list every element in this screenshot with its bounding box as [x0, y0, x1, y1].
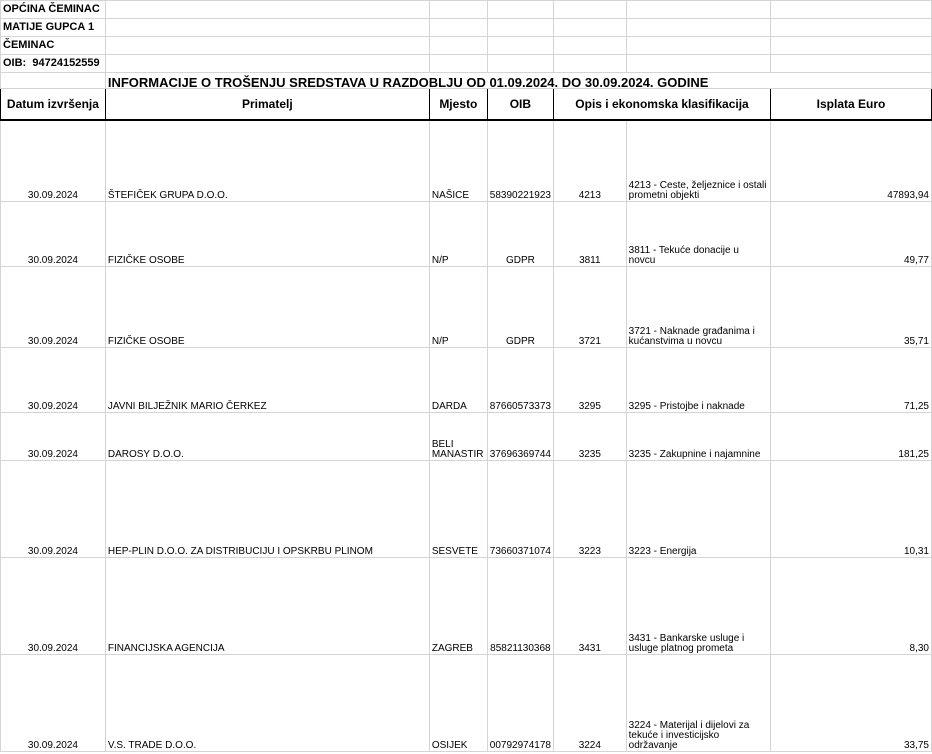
- cell-code[interactable]: 3721: [553, 266, 626, 347]
- cell-description[interactable]: 3811 - Tekuće donacije u novcu: [626, 201, 770, 266]
- cell-amount[interactable]: 8,30: [771, 557, 932, 654]
- cell-code[interactable]: 4213: [553, 120, 626, 201]
- cell-amount[interactable]: 33,75: [771, 654, 932, 751]
- cell-oib[interactable]: 87660573373: [487, 347, 553, 412]
- cell-date[interactable]: 30.09.2024: [1, 201, 106, 266]
- cell-code[interactable]: 3811: [553, 201, 626, 266]
- cell-date[interactable]: 30.09.2024: [1, 266, 106, 347]
- header-date[interactable]: Datum izvršenja: [1, 89, 106, 121]
- cell-recipient[interactable]: DAROSY D.O.O.: [105, 412, 429, 460]
- cell-amount[interactable]: 10,31: [771, 460, 932, 557]
- org-name[interactable]: OPĆINA ČEMINAC: [1, 1, 106, 19]
- cell-place[interactable]: NAŠICE: [429, 120, 487, 201]
- cell-description[interactable]: 3431 - Bankarske usluge i usluge platnog prometa: [626, 557, 770, 654]
- table-row: [1, 120, 932, 201]
- cell-oib[interactable]: GDPR: [487, 201, 553, 266]
- header-amount[interactable]: Isplata Euro: [771, 89, 932, 121]
- header-description[interactable]: Opis i ekonomska klasifikacija: [553, 89, 770, 121]
- cell-recipient[interactable]: FIZIČKE OSOBE: [105, 201, 429, 266]
- header-oib[interactable]: OIB: [487, 89, 553, 121]
- cell-date[interactable]: 30.09.2024: [1, 120, 106, 201]
- cell-place[interactable]: OSIJEK: [429, 654, 487, 751]
- cell-oib[interactable]: 73660371074: [487, 460, 553, 557]
- cell-place[interactable]: N/P: [429, 201, 487, 266]
- cell-code[interactable]: 3223: [553, 460, 626, 557]
- cell-date[interactable]: 30.09.2024: [1, 460, 106, 557]
- org-city[interactable]: ČEMINAC: [1, 37, 106, 55]
- cell-place[interactable]: BELI MANASTIR: [429, 412, 487, 460]
- org-oib-label: OIB:: [3, 57, 27, 69]
- cell-recipient[interactable]: HEP-PLIN D.O.O. ZA DISTRIBUCIJU I OPSKRBU PLINOM: [105, 460, 429, 557]
- cell-description[interactable]: 3235 - Zakupnine i najamnine: [626, 412, 770, 460]
- table-row: [1, 412, 932, 460]
- cell-recipient[interactable]: V.S. TRADE D.O.O.: [105, 654, 429, 751]
- cell-description[interactable]: 4213 - Ceste, željeznice i ostali prometni objekti: [626, 120, 770, 201]
- cell-code[interactable]: 3224: [553, 654, 626, 751]
- org-street[interactable]: MATIJE GUPCA 1: [1, 19, 106, 37]
- cell-amount[interactable]: 49,77: [771, 201, 932, 266]
- header-recipient[interactable]: Primatelj: [105, 89, 429, 121]
- cell-date[interactable]: 30.09.2024: [1, 412, 106, 460]
- cell-amount[interactable]: 47893,94: [771, 120, 932, 201]
- cell-description[interactable]: 3721 - Naknade građanima i kućanstvima u novcu: [626, 266, 770, 347]
- page-title[interactable]: INFORMACIJE O TROŠENJU SREDSTAVA U RAZDOBLJU OD 01.09.2024. DO 30.09.2024. GODINE: [105, 73, 931, 89]
- org-oib: 94724152559: [32, 57, 100, 69]
- table-row: [1, 201, 932, 266]
- cell-recipient[interactable]: FIZIČKE OSOBE: [105, 266, 429, 347]
- cell-recipient[interactable]: ŠTEFIČEK GRUPA D.O.O.: [105, 120, 429, 201]
- cell-recipient[interactable]: FINANCIJSKA AGENCIJA: [105, 557, 429, 654]
- cell-oib[interactable]: 37696369744: [487, 412, 553, 460]
- table-row: [1, 654, 932, 751]
- org-oib-cell[interactable]: [1, 55, 106, 73]
- cell-place[interactable]: DARDA: [429, 347, 487, 412]
- cell-place[interactable]: ZAGREB: [429, 557, 487, 654]
- cell-date[interactable]: 30.09.2024: [1, 347, 106, 412]
- cell-code[interactable]: 3235: [553, 412, 626, 460]
- cell-code[interactable]: 3431: [553, 557, 626, 654]
- cell-oib[interactable]: 00792974178: [487, 654, 553, 751]
- cell-recipient[interactable]: JAVNI BILJEŽNIK MARIO ČERKEZ: [105, 347, 429, 412]
- cell-place[interactable]: N/P: [429, 266, 487, 347]
- table-row: [1, 460, 932, 557]
- cell-amount[interactable]: 35,71: [771, 266, 932, 347]
- cell-description[interactable]: 3223 - Energija: [626, 460, 770, 557]
- cell-oib[interactable]: 58390221923: [487, 120, 553, 201]
- cell-date[interactable]: 30.09.2024: [1, 557, 106, 654]
- cell-amount[interactable]: 71,25: [771, 347, 932, 412]
- table-row: [1, 266, 932, 347]
- cell-oib[interactable]: GDPR: [487, 266, 553, 347]
- cell-date[interactable]: 30.09.2024: [1, 654, 106, 751]
- table-row: [1, 557, 932, 654]
- cell-place[interactable]: SESVETE: [429, 460, 487, 557]
- cell-amount[interactable]: 181,25: [771, 412, 932, 460]
- cell-description[interactable]: 3224 - Materijal i dijelovi za tekuće i investicijsko održavanje: [626, 654, 770, 751]
- cell-description[interactable]: 3295 - Pristojbe i naknade: [626, 347, 770, 412]
- header-place[interactable]: Mjesto: [429, 89, 487, 121]
- table-row: [1, 347, 932, 412]
- cell-code[interactable]: 3295: [553, 347, 626, 412]
- cell-oib[interactable]: 85821130368: [487, 557, 553, 654]
